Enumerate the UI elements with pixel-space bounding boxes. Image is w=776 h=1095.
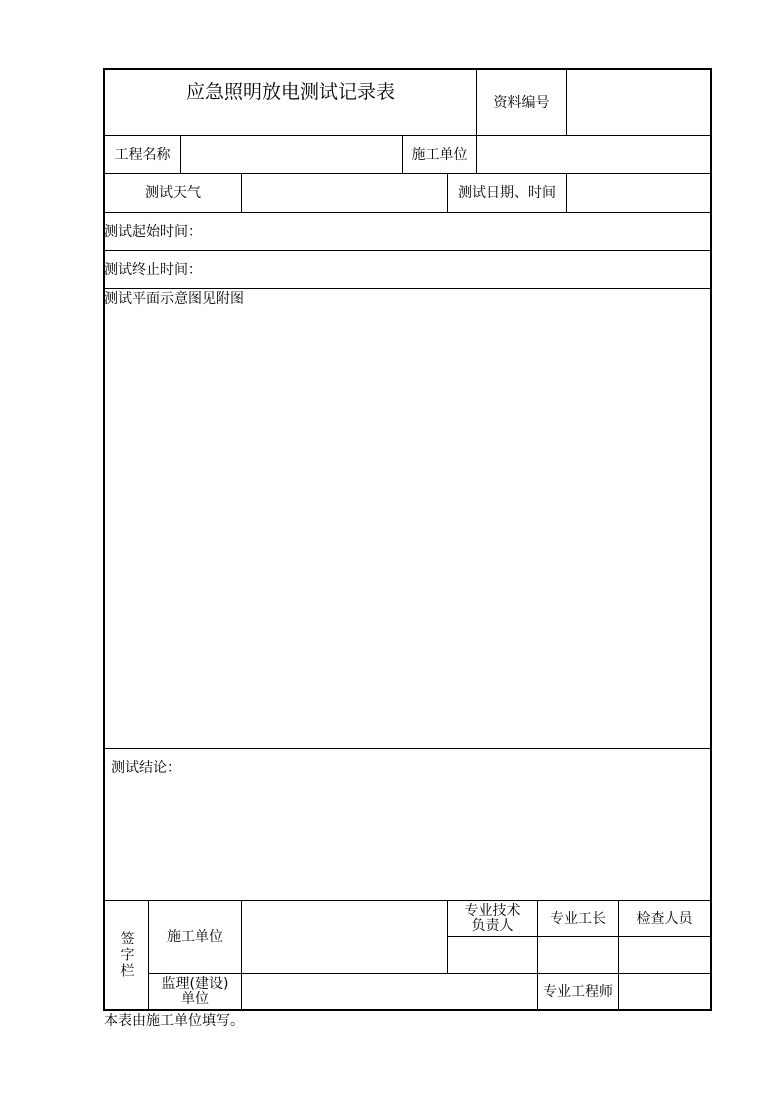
date-time-label: 测试日期、时间 [458, 185, 556, 201]
start-time-label: 测试起始时间： [104, 223, 202, 240]
rule-row5 [103, 288, 712, 289]
foreman-signature-field[interactable] [538, 937, 618, 973]
signature-column-label [105, 901, 148, 1009]
doc-number-label: 资料编号 [493, 94, 550, 111]
sign-construction-unit-field[interactable] [242, 901, 447, 973]
tech-lead-signature-field[interactable] [448, 937, 537, 973]
date-time-field[interactable] [567, 174, 710, 212]
tech-lead-label [448, 901, 537, 936]
conclusion-label: 测试结论： [111, 760, 181, 776]
weather-field[interactable] [242, 174, 447, 212]
sign-construction-unit-label: 施工单位 [167, 929, 223, 945]
engineer-signature-field[interactable] [619, 974, 710, 1009]
project-name-field[interactable] [181, 136, 402, 173]
rule-row6 [103, 748, 712, 749]
construction-unit-field[interactable] [477, 136, 710, 173]
tech-lead-label-line2: 负责人 [471, 917, 514, 934]
page-title: 应急照明放电测试记录表 [185, 81, 395, 103]
inspector-signature-field[interactable] [619, 937, 710, 973]
signature-column-text: 签字栏 [118, 931, 135, 979]
supervision-unit-field[interactable] [242, 974, 537, 1009]
supervision-unit-label [149, 974, 241, 1009]
conclusion-field[interactable] [104, 780, 710, 900]
project-name-label: 工程名称 [114, 146, 171, 163]
construction-unit-label: 施工单位 [411, 146, 468, 163]
tech-lead-label-line1: 专业技术 [464, 902, 521, 919]
supervision-label-line2: 单位 [181, 990, 209, 1007]
supervision-label-line1: 监理(建设) [161, 975, 229, 992]
doc-number-field[interactable] [567, 70, 710, 135]
footer-note: 本表由施工单位填写。 [104, 1013, 244, 1029]
inspector-label: 检查人员 [636, 910, 693, 927]
weather-label: 测试天气 [145, 185, 201, 201]
plan-note: 测试平面示意图见附图 [104, 291, 244, 307]
end-time-label: 测试终止时间： [104, 261, 202, 278]
plan-area[interactable] [104, 312, 710, 748]
engineer-label: 专业工程师 [543, 983, 613, 1000]
foreman-label: 专业工长 [550, 910, 606, 927]
